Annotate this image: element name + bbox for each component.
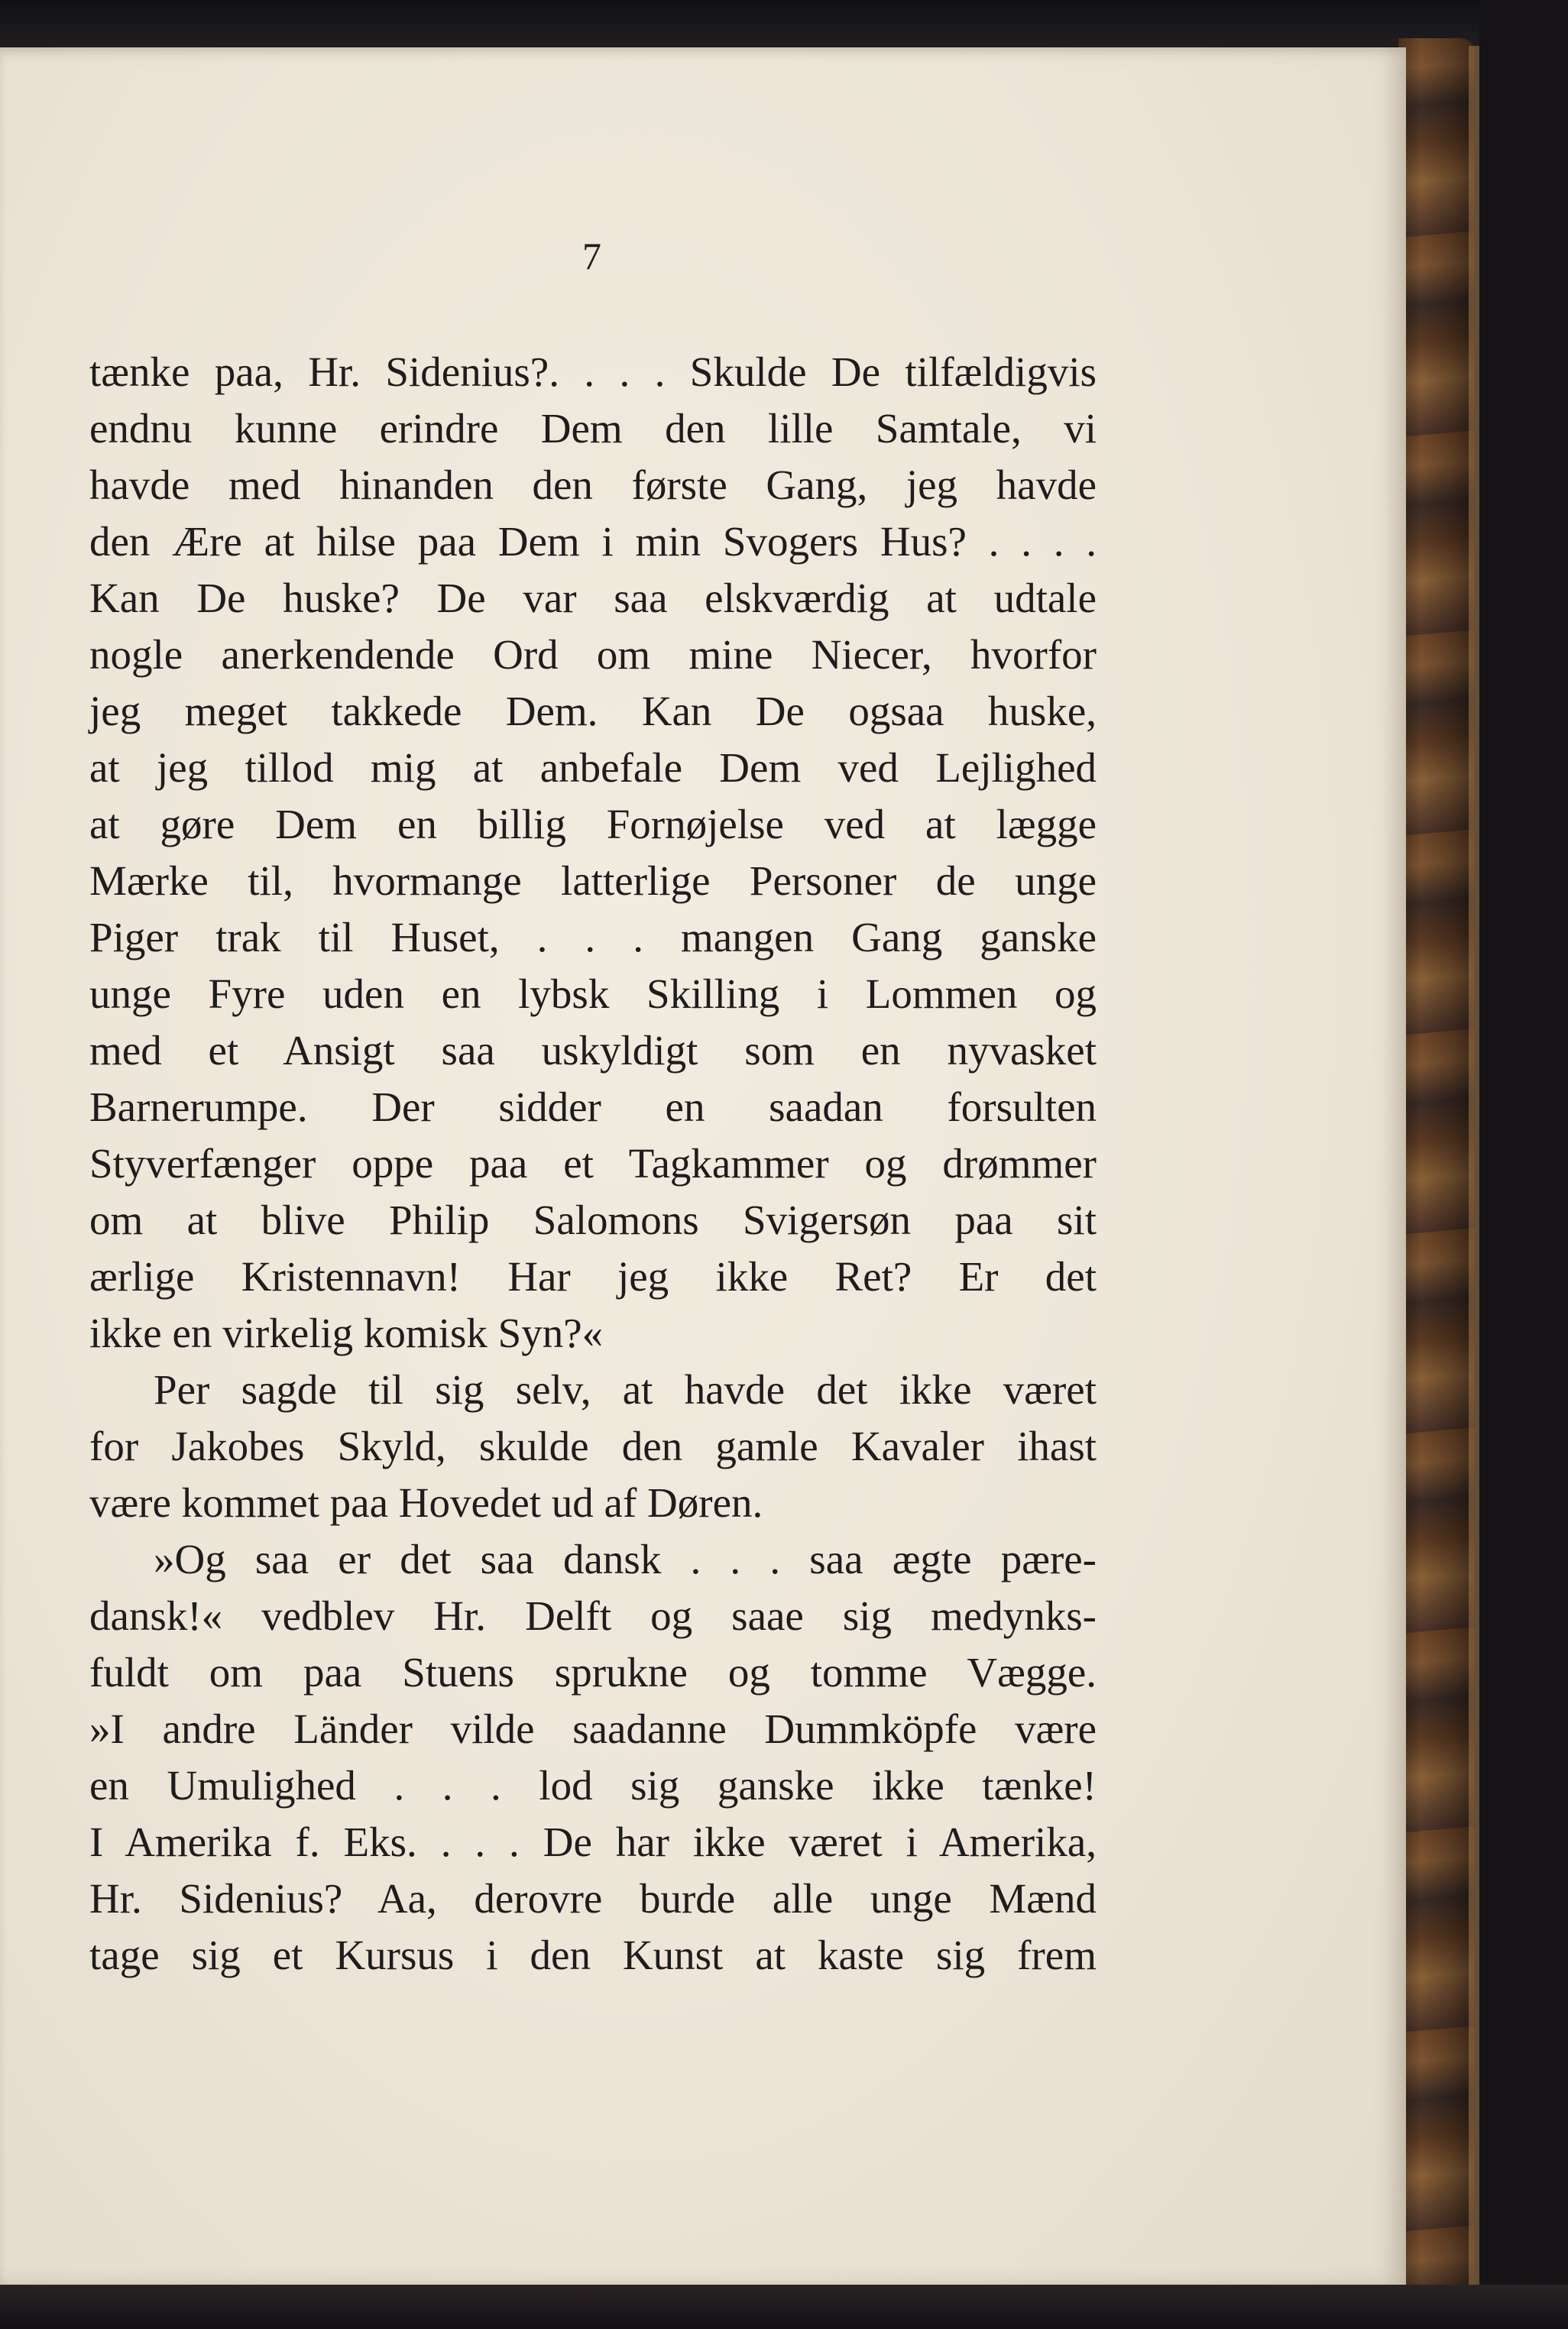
text-line: dansk!« vedblev Hr. Delft og saae sig medynks- [89,1592,1097,1639]
text-line: »I andre Länder vilde saadanne Dummköpfe være [89,1705,1097,1752]
backdrop-bottom [0,2285,1568,2329]
book-cover-edge [1398,38,1475,2300]
text-line: for Jakobes Skyld, skulde den gamle Kavaler ihast [89,1423,1097,1469]
text-line: den Ære at hilse paa Dem i min Svogers Hus? . . . . [89,518,1097,565]
text-line: at jeg tillod mig at anbefale Dem ved Lejlighed [89,744,1097,791]
text-line: ikke en virkelig komisk Syn?« [89,1310,604,1356]
text-line: I Amerika f. Eks. . . . De har ikke været i Amerika, [89,1819,1097,1865]
book-page [0,47,1406,2285]
book-cover-highlight [1469,46,1479,2292]
backdrop-top [0,0,1568,46]
text-line: »Og saa er det saa dansk . . . saa ægte pære- [154,1536,1097,1582]
text-line: ærlige Kristennavn! Har jeg ikke Ret? Er det [89,1253,1097,1300]
text-line: at gøre Dem en billig Fornøjelse ved at lægge [89,801,1097,847]
text-line: Kan De huske? De var saa elskværdig at udtale [89,575,1097,621]
text-line: nogle anerkendende Ord om mine Niecer, hvorfor [89,631,1097,678]
text-line: endnu kunne erindre Dem den lille Samtale, vi [89,405,1097,452]
text-line: Per sagde til sig selv, at havde det ikke været [154,1366,1097,1413]
body-text [89,344,1097,1984]
text-line: være kommet paa Hovedet ud af Døren. [89,1479,763,1526]
text-line: en Umulighed . . . lod sig ganske ikke tænke! [89,1762,1097,1809]
text-line: unge Fyre uden en lybsk Skilling i Lommen og [89,970,1097,1017]
text-line: Hr. Sidenius? Aa, derovre burde alle unge Mænd [89,1875,1097,1922]
text-line: Mærke til, hvormange latterlige Personer de unge [89,857,1097,904]
text-line: jeg meget takkede Dem. Kan De ogsaa huske, [89,688,1097,734]
text-line: Piger trak til Huset, . . . mangen Gang ganske [89,914,1097,960]
text-line: fuldt om paa Stuens sprukne og tomme Vægge. [89,1649,1097,1696]
text-line: tage sig et Kursus i den Kunst at kaste sig frem [89,1932,1097,1978]
text-line: Styverfænger oppe paa et Tagkammer og drømmer [89,1140,1097,1187]
backdrop-right [1479,0,1568,2329]
text-line: havde med hinanden den første Gang, jeg havde [89,462,1097,508]
text-line: med et Ansigt saa uskyldigt som en nyvasket [89,1027,1097,1074]
text-line: tænke paa, Hr. Sidenius?. . . . Skulde De tilfældigvis [89,348,1097,395]
page-number: 7 [582,235,602,277]
text-line: om at blive Philip Salomons Svigersøn paa sit [89,1197,1097,1243]
text-line: Barnerumpe. Der sidder en saadan forsulten [89,1084,1097,1130]
